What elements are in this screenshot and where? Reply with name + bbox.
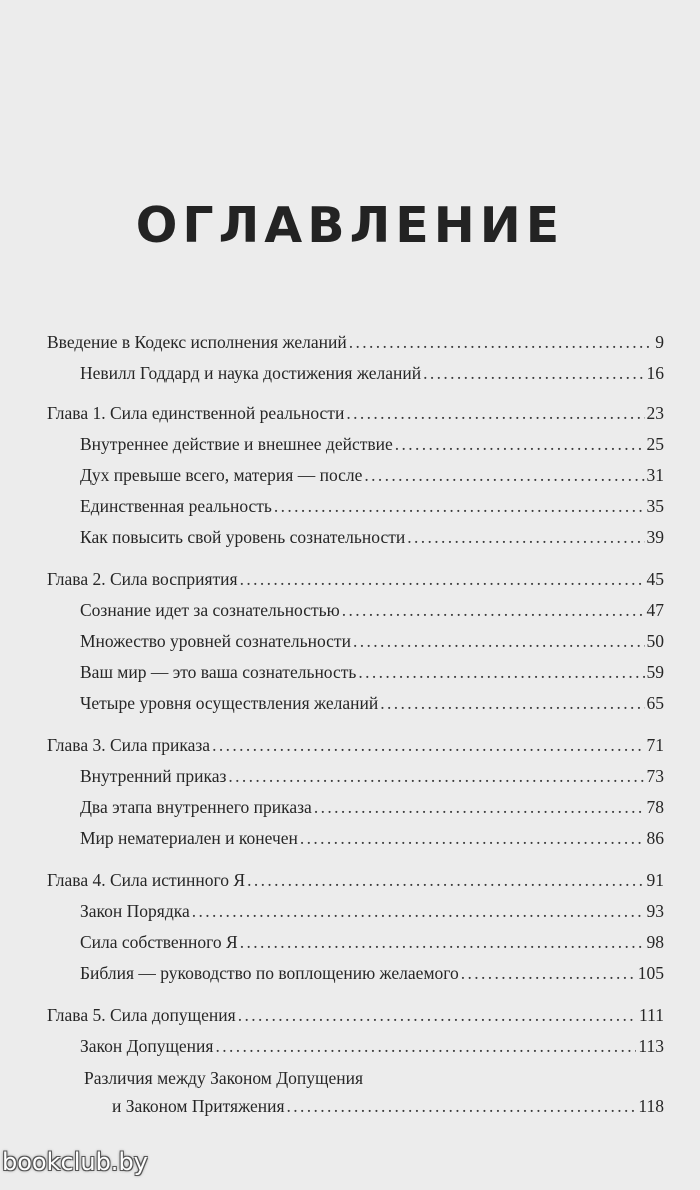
toc-entry-page: 93 [646, 901, 664, 921]
toc-entry-page: 39 [646, 527, 664, 547]
toc-entry[interactable] [80, 795, 664, 819]
toc-entry-title: Невилл Годдард и наука достижения желаний [80, 363, 422, 383]
toc-entry[interactable] [80, 660, 664, 684]
toc-entry-page: 118 [638, 1096, 664, 1116]
toc-entry-page: 65 [646, 693, 664, 713]
toc-entry-page: 78 [646, 797, 664, 817]
toc-entry[interactable] [80, 826, 664, 850]
toc-entry-title: Глава 1. Сила единственной реальности [47, 403, 345, 423]
toc-entry-title: Глава 5. Сила допущения [47, 1005, 236, 1025]
toc-entry-page: 71 [646, 735, 664, 755]
toc-entry[interactable] [80, 691, 664, 715]
dot-leader [353, 629, 645, 653]
toc-entry-title: Сила собственного Я [80, 932, 238, 952]
toc-entry[interactable] [47, 330, 664, 354]
toc-entry-title[interactable]: Различия между Законом Допущения [84, 1068, 364, 1088]
dot-leader [274, 494, 645, 518]
dot-leader [247, 868, 644, 892]
toc-entry-page: 111 [639, 1005, 664, 1025]
toc-entry-title: Единственная реальность [80, 496, 272, 516]
toc-entry-page: 16 [646, 363, 664, 383]
toc-entry-page: 86 [646, 828, 664, 848]
toc-entry-page: 45 [646, 569, 664, 589]
toc-entry-title: Мир нематериален и конечен [80, 828, 298, 848]
toc-entry-page: 113 [638, 1036, 664, 1056]
toc-entry-title: Два этапа внутреннего приказа [80, 797, 312, 817]
toc-entry-page: 59 [646, 662, 664, 682]
toc-entry-page: 105 [637, 963, 664, 983]
toc-entry-title: Библия — руководство по воплощению желаемого [80, 963, 459, 983]
toc-entry-page: 91 [646, 870, 664, 890]
toc-entry[interactable] [47, 567, 664, 591]
dot-leader [300, 826, 645, 850]
dot-leader [192, 899, 645, 923]
toc-entry[interactable] [47, 733, 664, 757]
toc-entry[interactable] [80, 494, 664, 518]
dot-leader [461, 961, 636, 985]
toc-entry-title: Четыре уровня осуществления желаний [80, 693, 379, 713]
toc-entry-title: Внутреннее действие и внешнее действие [80, 434, 393, 454]
toc-entry-title: Введение в Кодекс исполнения желаний [47, 332, 347, 352]
dot-leader [215, 1034, 636, 1058]
toc-entry-title: Множество уровней сознательности [80, 631, 351, 651]
dot-leader [407, 525, 644, 549]
toc-entry[interactable] [80, 432, 664, 456]
dot-leader [364, 463, 644, 487]
dot-leader [240, 930, 645, 954]
toc-entry-title: Как повысить свой уровень сознательности [80, 527, 406, 547]
dot-leader [314, 795, 645, 819]
dot-leader [287, 1094, 637, 1118]
dot-leader [395, 432, 645, 456]
toc-entry-title: Дух превыше всего, материя — после [80, 465, 363, 485]
toc-entry[interactable] [47, 1003, 664, 1027]
toc-entry[interactable] [80, 930, 664, 954]
toc-entry-title: Сознание идет за сознательностью [80, 600, 340, 620]
toc-entry[interactable] [80, 361, 664, 385]
toc-entry[interactable] [80, 598, 664, 622]
toc-entry-page: 23 [646, 403, 664, 423]
dot-leader [346, 401, 644, 425]
toc-entry-page: 31 [646, 465, 664, 485]
dot-leader [238, 1003, 637, 1027]
toc-entry-title: Закон Допущения [80, 1036, 214, 1056]
page-title: ОГЛАВЛЕНИЕ [135, 197, 565, 254]
toc-entry[interactable] [80, 629, 664, 653]
toc-entry-page: 50 [646, 631, 664, 651]
toc-entry-title: Ваш мир — это ваша сознательность [80, 662, 357, 682]
site-watermark: bookclub.by [2, 1148, 148, 1176]
toc-entry-title: Внутренний приказ [80, 766, 227, 786]
dot-leader [342, 598, 645, 622]
dot-leader [240, 567, 645, 591]
toc-entry-page: 25 [646, 434, 664, 454]
toc-entry-page: 98 [646, 932, 664, 952]
dot-leader [380, 691, 644, 715]
toc-entry-title: Глава 4. Сила истинного Я [47, 870, 246, 890]
toc-entry[interactable] [47, 401, 664, 425]
dot-leader [212, 733, 644, 757]
toc-entry-page: 73 [646, 766, 664, 786]
dot-leader [358, 660, 644, 684]
toc-entry[interactable] [80, 764, 664, 788]
dot-leader [228, 764, 644, 788]
toc-entry[interactable] [80, 1034, 664, 1058]
toc-entry[interactable] [80, 899, 664, 923]
toc-entry[interactable] [112, 1094, 664, 1118]
toc-entry-title: Глава 2. Сила восприятия [47, 569, 238, 589]
toc-entry[interactable] [80, 961, 664, 985]
dot-leader [423, 361, 644, 385]
toc-entry-page: 9 [655, 332, 664, 352]
toc-entry-title-continued: и Законом Притяжения [112, 1096, 285, 1116]
toc-entry[interactable] [80, 463, 664, 487]
toc-entry-page: 35 [646, 496, 664, 516]
toc-entry-page: 47 [646, 600, 664, 620]
toc-entry[interactable] [47, 868, 664, 892]
dot-leader [349, 330, 654, 354]
toc-entry-title: Глава 3. Сила приказа [47, 735, 211, 755]
toc-entry[interactable] [80, 525, 664, 549]
toc-entry-title: Закон Порядка [80, 901, 190, 921]
